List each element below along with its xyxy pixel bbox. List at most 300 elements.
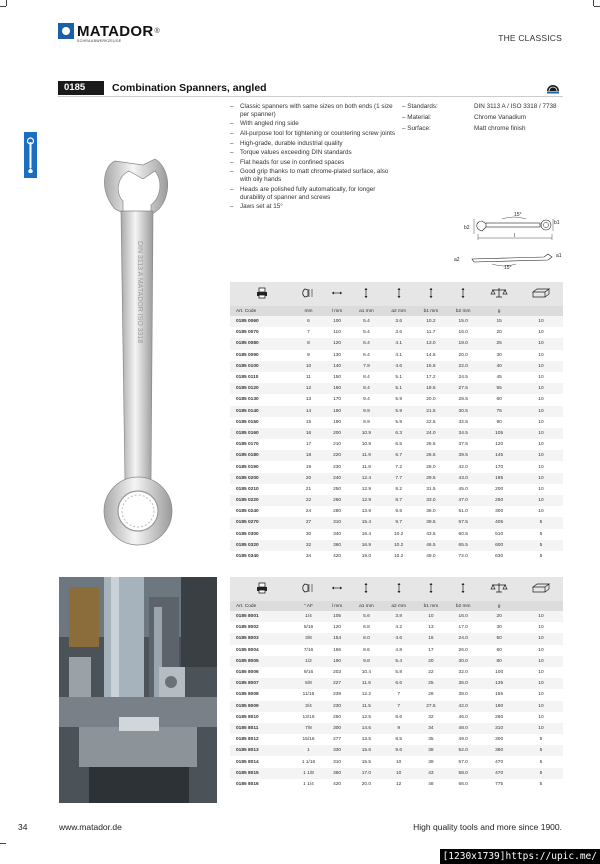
table-row [230,383,563,394]
table-cell: 5 [519,734,563,745]
table-cell: 5 [519,529,563,540]
table-cell: 7.7 [383,473,415,484]
watermark: [1230x1739]https://upic.me/ [440,849,600,864]
table-cell: 3.6 [383,316,415,327]
article-code-cell: 0185 0140 [230,406,293,417]
table-cell: 16 [415,633,447,644]
crop-mark [593,0,594,6]
article-code-cell: 0185 0320 [230,540,293,551]
table-cell: 40 [479,361,519,372]
table-cell: 170 [324,394,350,405]
table-row [230,517,563,528]
table-cell: 17.0 [350,768,382,779]
metric-size-table [230,282,563,562]
table-cell: 13 [415,622,447,633]
brand-logo: MATADOR ® SCHRAUBWERKZEUGE [58,22,160,40]
table-cell: 17 [293,439,324,450]
col-header: a2 mm [383,601,415,611]
table-row [230,712,563,723]
table-row [230,779,563,790]
table-cell: 230 [324,461,350,472]
machine-workshop-image [59,577,217,803]
height-arrow-icon [428,287,434,299]
table-cell: 10 [519,316,563,327]
table-cell: 340 [324,529,350,540]
table-cell: 10 [519,461,563,472]
table-cell: 360 [324,540,350,551]
table-cell: 10 [519,678,563,689]
table-cell: 120 [479,439,519,450]
table-cell: 16.0 [447,327,479,338]
table-cell: 1/2 [293,656,324,667]
article-code-cell: 0185 0160 [230,428,293,439]
table-cell: 60 [479,645,519,656]
table-cell: 20 [479,327,519,338]
crop-mark [594,6,600,7]
table-cell: 42.0 [447,461,479,472]
article-code-cell: 0185 0090 [230,350,293,361]
col-header: b1 mm [415,306,447,316]
table-cell: 10 [519,712,563,723]
table-cell: 10 [519,633,563,644]
table-cell: 10 [519,361,563,372]
article-code-cell: 0185 8004 [230,645,293,656]
col-header: a2 mm [383,306,415,316]
col-header: g [479,306,519,316]
table-row [230,689,563,700]
length-icon-cell [324,282,350,306]
article-code-cell: 0185 0150 [230,417,293,428]
table-cell: 30.0 [447,656,479,667]
table-cell: 280 [324,506,350,517]
table-cell: 10 [519,495,563,506]
table-cell: 15.6 [350,745,382,756]
table-cell: 17.2 [415,372,447,383]
table-row [230,484,563,495]
table-cell: 600 [479,540,519,551]
table-cell: 1/4 [293,611,324,622]
table-cell: 51.0 [447,506,479,517]
table-cell: 250 [324,712,350,723]
table-cell: 15.4 [350,517,382,528]
weight-icon-cell [479,282,519,306]
table-cell: 15.0 [447,316,479,327]
height-arrow-icon [460,287,466,299]
article-code-cell: 0185 0190 [230,461,293,472]
table-cell: 60 [479,394,519,405]
table-cell: 20.0 [350,779,382,790]
table-cell: 11.7 [415,327,447,338]
table-cell: 20.0 [447,350,479,361]
table-cell: 7 [293,327,324,338]
combination-spanner-image [59,101,217,566]
table-cell: 10 [519,372,563,383]
table-cell: 20 [293,473,324,484]
table-cell: 24.5 [447,372,479,383]
table-cell: 4.1 [383,350,415,361]
table-cell: 105 [479,428,519,439]
col-header [519,601,563,611]
table-cell: 300 [479,506,519,517]
footer-tagline: High quality tools and more since 1900. [413,822,562,832]
table-row [230,645,563,656]
table-cell: 52.0 [447,745,479,756]
brand-subline: SCHRAUBWERKZEUGE [77,39,122,43]
table-cell: 12.9 [350,495,382,506]
length-arrow-icon [331,585,343,591]
table-cell: 9 [293,350,324,361]
package-icon-cell [519,577,563,601]
table-row [230,656,563,667]
table-cell: 14.5 [415,350,447,361]
table-cell: 10.2 [383,551,415,562]
table-cell: 360 [324,768,350,779]
page-number: 34 [18,822,28,832]
table-cell: 7 [383,701,415,712]
table-cell: 15/16 [293,734,324,745]
table-cell: 22 [293,495,324,506]
table-cell: 190 [479,701,519,712]
table-row [230,622,563,633]
table-cell: 185 [479,473,519,484]
table-cell: 25 [415,678,447,689]
table-cell: 24 [293,506,324,517]
product-image [59,101,217,566]
table-cell: 6.5 [383,439,415,450]
table-cell: 8.6 [350,645,382,656]
height-arrow-icon [460,582,466,594]
table-cell: 100 [479,667,519,678]
table-cell: 6 [293,316,324,327]
table-cell: 36.0 [447,678,479,689]
table-cell: 20 [415,656,447,667]
table-cell: 13/16 [293,712,324,723]
a1-icon-cell [350,282,382,306]
table-cell: 10.2 [415,316,447,327]
category-tab [24,132,37,178]
table-cell: 31.5 [415,484,447,495]
table-cell: 36.0 [415,506,447,517]
table-cell: 405 [479,517,519,528]
table-cell: 9 [383,723,415,734]
a2-icon-cell [383,577,415,601]
table-cell: 5.8 [383,667,415,678]
table-cell: 32.5 [447,417,479,428]
table-cell: 9.4 [350,394,382,405]
article-code-cell: 0185 8016 [230,779,293,790]
table-cell: 45 [479,372,519,383]
table-cell: 45.0 [447,484,479,495]
wrench-size-icon-cell [293,577,324,601]
feature-item: – High-grade, durable industrial quality [230,140,398,148]
table-cell: 4.8 [383,645,415,656]
table-cell: 20.0 [415,394,447,405]
website-link[interactable]: www.matador.de [59,822,122,832]
article-code-cell: 0185 8003 [230,633,293,644]
dim-a1-label: a1 [556,253,562,259]
table-cell: 6.7 [383,450,415,461]
table-cell: 42.0 [447,701,479,712]
table-cell: 18 [293,450,324,461]
table-cell: 15 [293,417,324,428]
spec-label: – Standards: [402,103,474,111]
dimension-diagram [452,207,564,273]
table-cell: 17 [415,645,447,656]
table-cell: 380 [479,745,519,756]
title-divider [58,96,563,97]
table-cell: 50 [479,633,519,644]
table-cell: 10.2 [383,529,415,540]
article-code-cell: 0185 0240 [230,506,293,517]
table-row [230,723,563,734]
table-row [230,361,563,372]
table-cell: 24.0 [415,428,447,439]
spec-row [402,103,567,111]
table-cell: 190 [324,656,350,667]
table-cell: 26 [415,689,447,700]
table-cell: 38.0 [447,689,479,700]
printer-icon [256,582,268,594]
height-arrow-icon [363,287,369,299]
spec-label: – Surface: [402,125,474,133]
table-row [230,540,563,551]
table-row [230,350,563,361]
crop-mark [0,843,6,844]
table-cell: 16.4 [350,529,382,540]
article-code-cell: 0185 0110 [230,372,293,383]
table-row [230,768,563,779]
table-cell: 11.6 [350,678,382,689]
table-cell: 9.5 [383,506,415,517]
table-cell: 4.2 [383,622,415,633]
b1-icon-cell [415,577,447,601]
table-cell: 75 [479,406,519,417]
table-cell: 260 [324,495,350,506]
table-cell: 12.2 [350,689,382,700]
table-cell: 30 [479,622,519,633]
article-code-cell: 0185 8008 [230,689,293,700]
table-cell: 10 [519,338,563,349]
article-code-cell: 0185 8010 [230,712,293,723]
table-cell: 203 [324,667,350,678]
table-row [230,473,563,484]
table-cell: 4.6 [383,361,415,372]
table-cell: 8.7 [383,495,415,506]
table-header-row [230,601,563,611]
table-row [230,529,563,540]
article-code-cell: 0185 8009 [230,701,293,712]
table-cell: 22 [415,667,447,678]
table-cell: 170 [479,461,519,472]
table-cell: 10 [519,439,563,450]
article-code-cell: 0185 8014 [230,756,293,767]
table-cell: 5.4 [383,656,415,667]
table-cell: 33.0 [415,495,447,506]
table-cell: 9.6 [383,745,415,756]
table-cell: 5 [519,517,563,528]
feature-item: – All-purpose tool for tightening or countering screw joints [230,130,398,138]
table-cell: 27.5 [447,383,479,394]
table-cell: 8.2 [383,484,415,495]
article-code-cell: 0185 0100 [230,361,293,372]
table-cell: 260 [479,712,519,723]
table-cell: 11.9 [350,461,382,472]
table-cell: 420 [324,551,350,562]
table-cell: 3.8 [383,611,415,622]
table-cell: 420 [324,779,350,790]
article-code-cell: 0185 8013 [230,745,293,756]
article-code-cell: 0185 8007 [230,678,293,689]
table-cell: 1 [293,745,324,756]
b2-icon-cell [447,577,479,601]
col-header: b2 mm [447,306,479,316]
table-cell: 30 [293,529,324,540]
table-row [230,745,563,756]
table-cell: 48 [415,779,447,790]
table-cell: 10 [519,450,563,461]
col-header: b1 mm [415,601,447,611]
table-row [230,756,563,767]
table-cell: 14.6 [350,723,382,734]
table-cell: 100 [324,316,350,327]
table-cell: 30.5 [447,406,479,417]
table-cell: 10 [519,622,563,633]
dim-l-label: l [514,233,516,239]
table-cell: 8.0 [350,633,382,644]
table-cell: 5 [519,745,563,756]
table-cell: 4.1 [383,338,415,349]
table-cell: 5 [519,551,563,562]
table-cell: 10 [383,768,415,779]
table-cell: 220 [324,450,350,461]
article-code-cell: 0185 0070 [230,327,293,338]
table-row [230,372,563,383]
table-cell: 7/8 [293,723,324,734]
table-cell: 10 [519,417,563,428]
table-cell: 10 [519,394,563,405]
table-cell: 10 [519,645,563,656]
article-code-cell: 0185 0130 [230,394,293,405]
table-cell: 60.5 [447,529,479,540]
table-cell: 7 [383,689,415,700]
a2-icon-cell [383,282,415,306]
table-row [230,327,563,338]
article-code-cell: 0185 0340 [230,551,293,562]
table-cell: 7.9 [350,361,382,372]
table-cell: 26.5 [415,450,447,461]
height-arrow-icon [363,582,369,594]
table-cell: 15.5 [350,756,382,767]
table-cell: 28.5 [447,394,479,405]
table-cell: 470 [479,756,519,767]
dim-b2-label: b2 [464,225,470,231]
article-code-cell: 0185 0180 [230,450,293,461]
table-cell: 10 [519,701,563,712]
table-cell: 27 [293,517,324,528]
table-cell: 5.9 [383,394,415,405]
table-cell: 310 [324,517,350,528]
open-jaw-icon [301,582,315,594]
table-cell: 310 [324,756,350,767]
table-cell: 135 [479,678,519,689]
table-cell: 30 [479,350,519,361]
table-cell: 65.5 [447,540,479,551]
table-cell: 11 [293,372,324,383]
table-cell: 5 [519,756,563,767]
table-cell: 5.9 [383,417,415,428]
table-cell: 250 [479,495,519,506]
table-header-row [230,306,563,316]
scale-icon [490,582,508,594]
table-cell: 3.6 [383,327,415,338]
article-code-cell: 0185 8002 [230,622,293,633]
a1-icon-cell [350,577,382,601]
table-cell: 18.0 [447,338,479,349]
table-cell: 15 [479,316,519,327]
package-icon-cell [519,282,563,306]
table-cell: 200 [479,484,519,495]
table-cell: 21 [293,484,324,495]
table-cell: 80 [479,656,519,667]
table-cell: 10 [519,656,563,667]
table-row [230,667,563,678]
table-cell: 16 [293,428,324,439]
table-cell: 10 [519,667,563,678]
table-cell: 10 [519,406,563,417]
table-cell: 22.0 [447,361,479,372]
table-cell: 38 [415,745,447,756]
table-cell: 210 [324,439,350,450]
table-cell: 27.5 [415,701,447,712]
table-cell: 46.5 [415,540,447,551]
table-cell: 43.0 [447,473,479,484]
table-cell: 10 [519,611,563,622]
table-cell: 7.2 [383,461,415,472]
article-code-cell: 0185 8006 [230,667,293,678]
table-cell: 9/16 [293,667,324,678]
table-cell: 166 [324,645,350,656]
table-row [230,439,563,450]
table-cell: 510 [479,529,519,540]
table-cell: 34.5 [447,428,479,439]
length-arrow-icon [331,290,343,296]
table-cell: 12.5 [350,712,382,723]
col-header: Art. Code [230,306,293,316]
table-cell: 22.5 [415,417,447,428]
table-cell: 57.0 [447,756,479,767]
table-cell: 200 [324,428,350,439]
table-cell: 10 [519,484,563,495]
col-header: l mm [324,306,350,316]
table-cell: 5.1 [383,372,415,383]
dome-logo-icon [546,81,560,95]
print-icon-cell [230,282,293,306]
table-cell: 6.3 [383,428,415,439]
b1-icon-cell [415,282,447,306]
table-row [230,406,563,417]
table-cell: 110 [324,327,350,338]
table-row [230,417,563,428]
table-cell: 155 [479,689,519,700]
table-cell: 39.5 [447,450,479,461]
print-icon-cell [230,577,293,601]
table-cell: 5.4 [350,327,382,338]
table-cell: 13.5 [350,734,382,745]
article-code-cell: 0185 0220 [230,495,293,506]
spec-list [402,103,567,135]
spec-row [402,125,567,133]
table-cell: 11.5 [350,701,382,712]
